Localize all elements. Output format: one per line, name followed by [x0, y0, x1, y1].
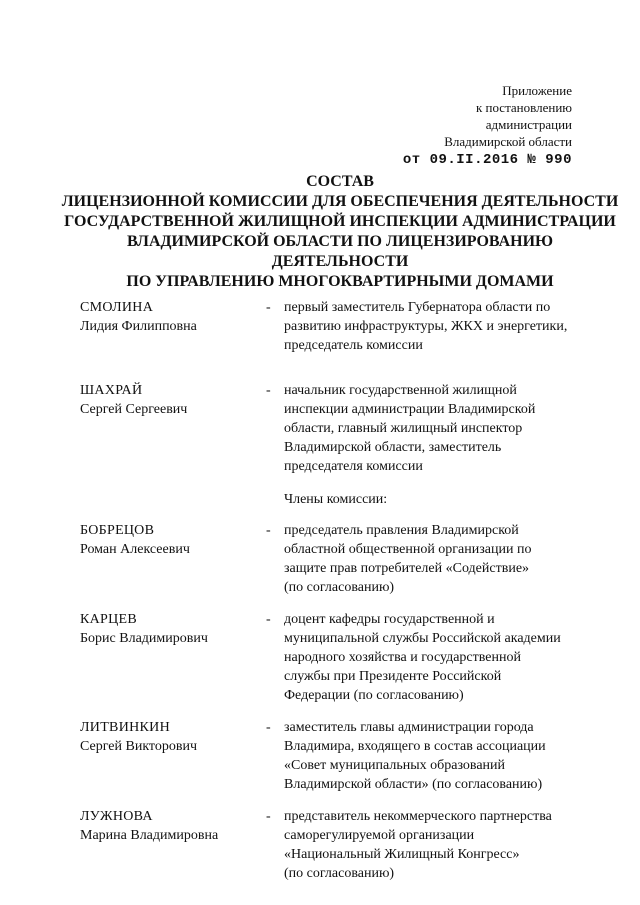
dash-separator: -: [266, 612, 271, 627]
member-entry: [80, 521, 600, 597]
dash-separator: -: [266, 720, 271, 735]
title-line: ДЕЯТЕЛЬНОСТИ: [271, 253, 409, 270]
member-role: доцент кафедры государственной и муниципальной службы Российской академии народного хозяйства и государственной службы при Президенте Российской Федерации (по согласованию): [284, 612, 561, 703]
member-given-name: Сергей Викторович: [80, 739, 198, 754]
title-line: ЛИЦЕНЗИОННОЙ КОМИССИИ ДЛЯ ОБЕСПЕЧЕНИЯ ДЕЯТЕЛЬНОСТИ: [61, 193, 619, 210]
appendix-line: к постановлению: [475, 100, 572, 115]
dash-separator: -: [266, 809, 271, 824]
member-role: заместитель главы администрации города Владимира, входящего в состав ассоциации «Совет муниципальных образований Владимирской области» (по согласованию): [284, 720, 546, 792]
member-entry: [80, 807, 600, 883]
appendix-line: администрации: [485, 117, 572, 132]
member-name: [80, 298, 266, 336]
member-given-name: Марина Владимировна: [80, 828, 219, 843]
document-title: [60, 172, 620, 292]
member-role: председатель правления Владимирской областной общественной организации по защите прав потребителей «Содействие» (по согласованию): [284, 523, 532, 595]
members-section-label: Члены комиссии:: [284, 492, 388, 507]
appendix-line: Владимирской области: [444, 134, 572, 149]
member-role: первый заместитель Губернатора области по развитию инфраструктуры, ЖКХ и энергетики, председатель комиссии: [284, 300, 568, 353]
dash-separator: -: [266, 523, 271, 538]
appendix-block: [352, 82, 572, 169]
member-surname: ШАХРАЙ: [80, 383, 143, 398]
member-role: начальник государственной жилищной инспекции администрации Владимирской области, главный жилищный инспектор Владимирской области, заместитель председателя комиссии: [284, 383, 536, 474]
member-name: [80, 381, 266, 419]
member-name: [80, 807, 266, 845]
member-entry: [80, 381, 600, 476]
title-line: ПО УПРАВЛЕНИЮ МНОГОКВАРТИРНЫМИ ДОМАМИ: [126, 273, 554, 290]
member-name: [80, 610, 266, 648]
member-given-name: Лидия Филипповна: [80, 319, 197, 334]
member-surname: КАРЦЕВ: [80, 612, 138, 627]
appendix-line: Приложение: [502, 83, 572, 98]
member-given-name: Борис Владимирович: [80, 631, 208, 646]
member-surname: БОБРЕЦОВ: [80, 523, 155, 538]
dash-separator: -: [266, 383, 271, 398]
member-entry: [80, 718, 600, 794]
dash-separator: -: [266, 300, 271, 315]
title-line: СОСТАВ: [306, 173, 374, 190]
commission-members-list: [80, 298, 600, 883]
title-line: ГОСУДАРСТВЕННОЙ ЖИЛИЩНОЙ ИНСПЕКЦИИ АДМИНИСТРАЦИИ: [64, 213, 616, 230]
decree-date-number: от 09.II.2016 № 990: [402, 152, 572, 168]
member-role: представитель некоммерческого партнерства саморегулируемой организации «Национальный Жилищный Конгресс» (по согласованию): [284, 809, 552, 881]
member-entry: [80, 298, 600, 355]
member-given-name: Роман Алексеевич: [80, 542, 190, 557]
member-surname: ЛИТВИНКИН: [80, 720, 170, 735]
member-given-name: Сергей Сергеевич: [80, 402, 188, 417]
member-surname: ЛУЖНОВА: [80, 809, 153, 824]
member-surname: СМОЛИНА: [80, 300, 154, 315]
title-line: ВЛАДИМИРСКОЙ ОБЛАСТИ ПО ЛИЦЕНЗИРОВАНИЮ: [126, 233, 554, 250]
member-name: [80, 521, 266, 559]
member-entry: [80, 610, 600, 705]
member-name: [80, 718, 266, 756]
